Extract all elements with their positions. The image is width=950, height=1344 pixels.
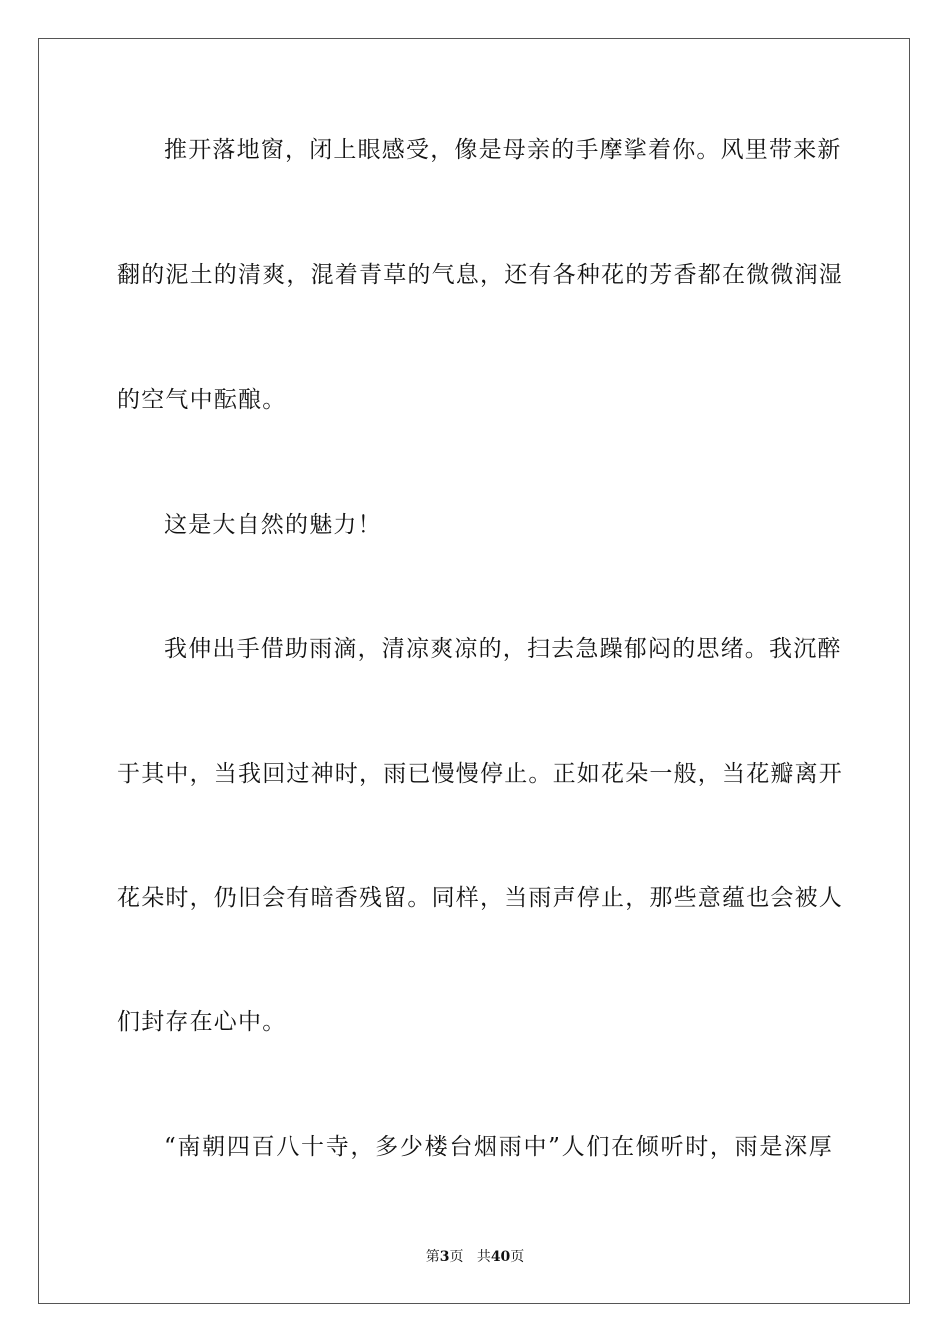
total-pages: 40 bbox=[490, 1249, 511, 1265]
paragraph-4-line-1: “南朝四百八十寺，多少楼台烟雨中”人们在倾听时，雨是深厚 bbox=[164, 1134, 833, 1160]
page-border bbox=[38, 38, 910, 1304]
paragraph-1-line-3: 的空气中酝酿。 bbox=[117, 387, 287, 413]
page-number: 3 bbox=[439, 1249, 450, 1265]
total-suffix: 页 bbox=[510, 1249, 525, 1265]
page-prefix: 第 bbox=[425, 1249, 440, 1265]
paragraph-2-line-1: 这是大自然的魅力！ bbox=[164, 512, 382, 538]
paragraph-1-line-1: 推开落地窗，闭上眼感受，像是母亲的手摩挲着你。风里带来新 bbox=[164, 137, 842, 163]
paragraph-1-line-2: 翻的泥土的清爽，混着青草的气息，还有各种花的芳香都在微微润湿 bbox=[117, 262, 843, 288]
paragraph-3-line-1: 我伸出手借助雨滴，清凉爽凉的，扫去急躁郁闷的思绪。我沉醉 bbox=[164, 636, 842, 662]
paragraph-3-line-2: 于其中，当我回过神时，雨已慢慢停止。正如花朵一般，当花瓣离开 bbox=[117, 761, 843, 787]
paragraph-3-line-4: 们封存在心中。 bbox=[117, 1009, 287, 1035]
total-prefix: 共 bbox=[476, 1249, 491, 1265]
page-footer bbox=[0, 1248, 950, 1266]
paragraph-3-line-3: 花朵时，仍旧会有暗香残留。同样，当雨声停止，那些意蕴也会被人 bbox=[117, 885, 843, 911]
page-suffix: 页 bbox=[449, 1249, 464, 1265]
